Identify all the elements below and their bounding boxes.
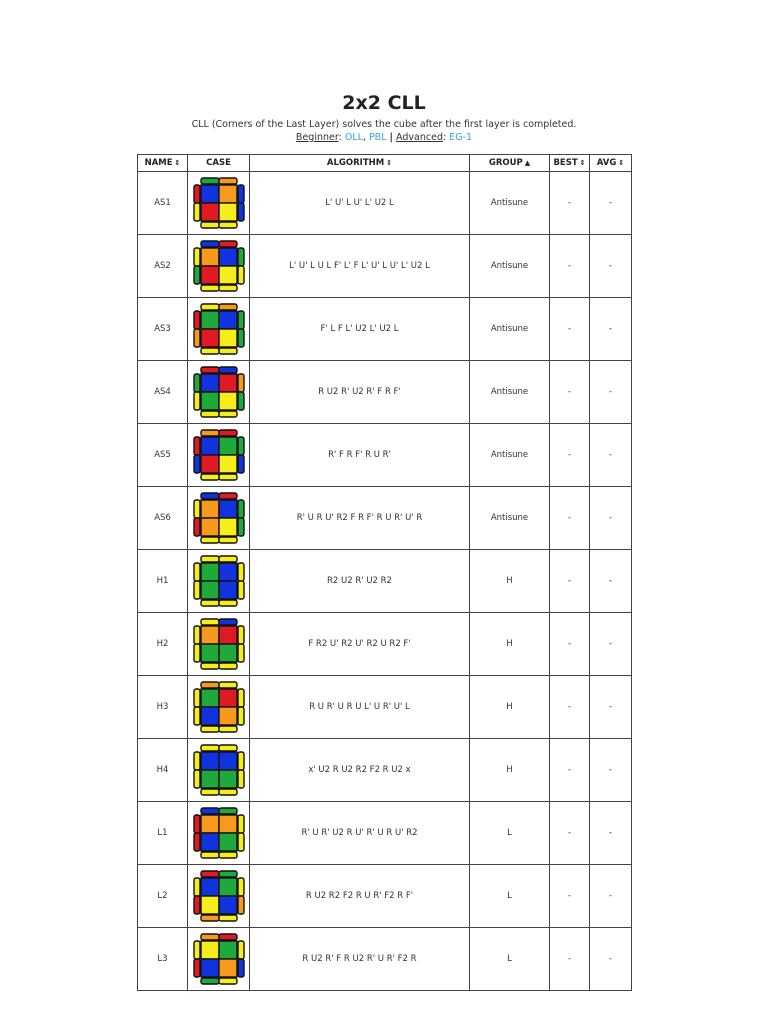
avg-time: - <box>590 865 632 928</box>
avg-time: - <box>590 298 632 361</box>
side-sticker <box>194 266 200 284</box>
side-sticker <box>194 707 200 725</box>
table-row <box>138 298 632 361</box>
sort-icon: ⇕ <box>618 159 625 167</box>
side-sticker <box>219 915 237 921</box>
side-sticker <box>201 789 219 795</box>
side-sticker <box>238 266 244 284</box>
table-row <box>138 172 632 235</box>
column-header-best[interactable]: BEST ⇕ <box>550 155 590 172</box>
page-subtitle: CLL (Corners of the Last Layer) solves the cube after the first layer is completed. <box>191 119 577 130</box>
side-sticker <box>238 896 244 914</box>
group: L <box>470 865 550 928</box>
top-sticker <box>201 689 219 707</box>
side-sticker <box>238 563 244 581</box>
side-sticker <box>219 348 237 354</box>
group: Antisune <box>470 424 550 487</box>
side-sticker <box>219 789 237 795</box>
side-sticker <box>194 815 200 833</box>
top-sticker <box>201 185 219 203</box>
side-sticker <box>238 437 244 455</box>
column-header-group[interactable]: GROUP ▲ <box>470 155 550 172</box>
side-sticker <box>194 500 200 518</box>
top-sticker <box>201 833 219 851</box>
algorithm: L' U' L U L F' L' F L' U' L U' L' U2 L <box>250 235 470 298</box>
best-time: - <box>550 865 590 928</box>
side-sticker <box>219 619 237 625</box>
group: L <box>470 928 550 991</box>
case-name: H1 <box>138 550 188 613</box>
best-time: - <box>550 361 590 424</box>
top-sticker <box>219 689 237 707</box>
table-header-row <box>138 155 632 172</box>
side-sticker <box>219 556 237 562</box>
case-diagram <box>188 928 250 991</box>
cube-diagram-icon <box>191 427 247 483</box>
cube-diagram-icon <box>191 868 247 924</box>
side-sticker <box>194 203 200 221</box>
case-diagram <box>188 676 250 739</box>
side-sticker <box>219 430 237 436</box>
top-sticker <box>219 959 237 977</box>
side-sticker <box>194 581 200 599</box>
best-time: - <box>550 739 590 802</box>
side-sticker <box>219 474 237 480</box>
cube-diagram-icon <box>191 805 247 861</box>
table-row <box>138 424 632 487</box>
group: Antisune <box>470 487 550 550</box>
top-sticker <box>201 248 219 266</box>
avg-time: - <box>590 361 632 424</box>
side-sticker <box>194 392 200 410</box>
avg-time: - <box>590 739 632 802</box>
side-sticker <box>201 285 219 291</box>
side-sticker <box>238 392 244 410</box>
column-header-name[interactable]: NAME ⇕ <box>138 155 188 172</box>
side-sticker <box>238 455 244 473</box>
related-links: Beginner: OLL, PBL | Advanced: EG-1 <box>295 132 473 143</box>
side-sticker <box>219 304 237 310</box>
side-sticker <box>201 241 219 247</box>
link-pbl[interactable]: PBL <box>368 132 387 143</box>
algorithm: x' U2 R U2 R2 F2 R U2 x <box>250 739 470 802</box>
link-oll[interactable]: OLL <box>344 132 363 143</box>
cube-diagram-icon <box>191 742 247 798</box>
avg-time: - <box>590 676 632 739</box>
top-sticker <box>219 581 237 599</box>
side-sticker <box>238 248 244 266</box>
side-sticker <box>219 871 237 877</box>
top-sticker <box>201 392 219 410</box>
top-sticker <box>219 896 237 914</box>
table-row <box>138 928 632 991</box>
cube-diagram-icon <box>191 616 247 672</box>
side-sticker <box>201 682 219 688</box>
top-sticker <box>201 626 219 644</box>
side-sticker <box>238 941 244 959</box>
side-sticker <box>194 626 200 644</box>
side-sticker <box>238 626 244 644</box>
top-sticker <box>219 833 237 851</box>
top-sticker <box>201 455 219 473</box>
side-sticker <box>238 500 244 518</box>
top-sticker <box>219 329 237 347</box>
top-sticker <box>201 707 219 725</box>
side-sticker <box>201 537 219 543</box>
side-sticker <box>219 726 237 732</box>
algorithm: F' L F L' U2 L' U2 L <box>250 298 470 361</box>
avg-time: - <box>590 487 632 550</box>
cube-diagram-icon <box>191 553 247 609</box>
case-diagram <box>188 739 250 802</box>
table-row <box>138 739 632 802</box>
side-sticker <box>238 689 244 707</box>
side-sticker <box>201 222 219 228</box>
best-time: - <box>550 487 590 550</box>
case-diagram <box>188 235 250 298</box>
algorithm: R U2 R' F R U2 R' U R' F2 R <box>250 928 470 991</box>
best-time: - <box>550 298 590 361</box>
avg-time: - <box>590 550 632 613</box>
best-time: - <box>550 172 590 235</box>
side-sticker <box>238 374 244 392</box>
top-sticker <box>201 581 219 599</box>
best-time: - <box>550 550 590 613</box>
side-sticker <box>219 178 237 184</box>
avg-time: - <box>590 928 632 991</box>
best-time: - <box>550 613 590 676</box>
side-sticker <box>238 752 244 770</box>
side-sticker <box>238 959 244 977</box>
side-sticker <box>238 644 244 662</box>
side-sticker <box>201 600 219 606</box>
case-diagram <box>188 613 250 676</box>
column-header-algorithm[interactable]: ALGORITHM ⇕ <box>250 155 470 172</box>
side-sticker <box>201 726 219 732</box>
side-sticker <box>194 959 200 977</box>
side-sticker <box>238 707 244 725</box>
group: Antisune <box>470 235 550 298</box>
side-sticker <box>238 518 244 536</box>
side-sticker <box>219 222 237 228</box>
side-sticker <box>219 682 237 688</box>
top-sticker <box>201 941 219 959</box>
top-sticker <box>219 437 237 455</box>
algorithm: R U2 R' U2 R' F R F' <box>250 361 470 424</box>
side-sticker <box>194 770 200 788</box>
side-sticker <box>219 367 237 373</box>
case-name: L2 <box>138 865 188 928</box>
side-sticker <box>201 871 219 877</box>
side-sticker <box>201 304 219 310</box>
case-name: AS1 <box>138 172 188 235</box>
top-sticker <box>201 563 219 581</box>
table-row <box>138 361 632 424</box>
side-sticker <box>219 978 237 984</box>
side-sticker <box>201 474 219 480</box>
side-sticker <box>194 878 200 896</box>
best-time: - <box>550 802 590 865</box>
case-name: H4 <box>138 739 188 802</box>
side-sticker <box>219 663 237 669</box>
side-sticker <box>219 745 237 751</box>
sort-asc-icon: ▲ <box>524 159 531 167</box>
avg-time: - <box>590 802 632 865</box>
side-sticker <box>201 367 219 373</box>
side-sticker <box>201 556 219 562</box>
top-sticker <box>201 437 219 455</box>
side-sticker <box>194 248 200 266</box>
top-sticker <box>219 311 237 329</box>
side-sticker <box>238 311 244 329</box>
side-sticker <box>238 185 244 203</box>
side-sticker <box>219 537 237 543</box>
top-sticker <box>201 959 219 977</box>
group: H <box>470 550 550 613</box>
side-sticker <box>201 915 219 921</box>
case-name: L3 <box>138 928 188 991</box>
algorithm: R' U R U' R2 F R F' R U R' U' R <box>250 487 470 550</box>
group: H <box>470 676 550 739</box>
avg-time: - <box>590 172 632 235</box>
best-time: - <box>550 235 590 298</box>
side-sticker <box>219 493 237 499</box>
side-sticker <box>219 600 237 606</box>
side-sticker <box>194 644 200 662</box>
case-diagram <box>188 487 250 550</box>
side-sticker <box>201 663 219 669</box>
case-name: AS5 <box>138 424 188 487</box>
sort-icon: ⇕ <box>579 159 586 167</box>
group: Antisune <box>470 361 550 424</box>
case-diagram <box>188 802 250 865</box>
top-sticker <box>201 374 219 392</box>
beginner-label: Beginner <box>295 132 339 143</box>
best-time: - <box>550 424 590 487</box>
case-diagram <box>188 550 250 613</box>
top-sticker <box>219 644 237 662</box>
algorithm: F R2 U' R2 U' R2 U R2 F' <box>250 613 470 676</box>
top-sticker <box>219 518 237 536</box>
side-sticker <box>219 934 237 940</box>
group: L <box>470 802 550 865</box>
table-row <box>138 235 632 298</box>
algorithm: R' F R F' R U R' <box>250 424 470 487</box>
top-sticker <box>201 752 219 770</box>
side-sticker <box>201 808 219 814</box>
top-sticker <box>219 878 237 896</box>
best-time: - <box>550 928 590 991</box>
side-sticker <box>201 430 219 436</box>
top-sticker <box>219 185 237 203</box>
column-header-avg[interactable]: AVG ⇕ <box>590 155 632 172</box>
side-sticker <box>194 563 200 581</box>
top-sticker <box>219 752 237 770</box>
table-row <box>138 802 632 865</box>
side-sticker <box>238 770 244 788</box>
cube-diagram-icon <box>191 175 247 231</box>
top-sticker <box>219 392 237 410</box>
group: H <box>470 613 550 676</box>
cube-diagram-icon <box>191 238 247 294</box>
cube-diagram-icon <box>191 301 247 357</box>
side-sticker <box>194 311 200 329</box>
algorithm: R' U R' U2 R U' R' U R U' R2 <box>250 802 470 865</box>
case-name: H2 <box>138 613 188 676</box>
side-sticker <box>194 518 200 536</box>
table-row <box>138 676 632 739</box>
case-diagram <box>188 424 250 487</box>
top-sticker <box>219 374 237 392</box>
case-name: AS4 <box>138 361 188 424</box>
side-sticker <box>201 493 219 499</box>
top-sticker <box>219 626 237 644</box>
side-sticker <box>194 941 200 959</box>
best-time: - <box>550 676 590 739</box>
top-sticker <box>201 815 219 833</box>
cube-diagram-icon <box>191 364 247 420</box>
page-title: 2x2 CLL <box>342 92 426 114</box>
top-sticker <box>201 329 219 347</box>
advanced-label: Advanced <box>396 132 443 143</box>
side-sticker <box>194 896 200 914</box>
side-sticker <box>219 808 237 814</box>
side-sticker <box>194 437 200 455</box>
top-sticker <box>201 878 219 896</box>
side-sticker <box>194 185 200 203</box>
side-sticker <box>238 203 244 221</box>
top-sticker <box>219 770 237 788</box>
avg-time: - <box>590 613 632 676</box>
side-sticker <box>201 178 219 184</box>
case-name: H3 <box>138 676 188 739</box>
top-sticker <box>219 248 237 266</box>
algorithm: R2 U2 R' U2 R2 <box>250 550 470 613</box>
algorithm: R U R' U R U L' U R' U' L <box>250 676 470 739</box>
avg-time: - <box>590 235 632 298</box>
cube-diagram-icon <box>191 931 247 987</box>
side-sticker <box>238 815 244 833</box>
side-sticker <box>194 752 200 770</box>
table-row <box>138 865 632 928</box>
side-sticker <box>238 833 244 851</box>
algorithm: R U2 R2 F2 R U R' F2 R F' <box>250 865 470 928</box>
case-diagram <box>188 298 250 361</box>
top-sticker <box>201 896 219 914</box>
side-sticker <box>194 689 200 707</box>
top-sticker <box>219 266 237 284</box>
cube-diagram-icon <box>191 490 247 546</box>
top-sticker <box>201 770 219 788</box>
group: H <box>470 739 550 802</box>
sort-icon: ⇕ <box>174 159 181 167</box>
side-sticker <box>238 878 244 896</box>
side-sticker <box>201 745 219 751</box>
side-sticker <box>238 581 244 599</box>
side-sticker <box>201 934 219 940</box>
top-sticker <box>219 941 237 959</box>
case-name: AS3 <box>138 298 188 361</box>
algorithm: L' U' L U' L' U2 L <box>250 172 470 235</box>
side-sticker <box>219 241 237 247</box>
case-diagram <box>188 865 250 928</box>
avg-time: - <box>590 424 632 487</box>
table-row <box>138 550 632 613</box>
top-sticker <box>201 266 219 284</box>
cube-diagram-icon <box>191 679 247 735</box>
link-separator: | <box>389 132 394 143</box>
top-sticker <box>219 707 237 725</box>
side-sticker <box>194 374 200 392</box>
case-name: L1 <box>138 802 188 865</box>
top-sticker <box>201 644 219 662</box>
top-sticker <box>201 518 219 536</box>
case-name: AS6 <box>138 487 188 550</box>
side-sticker <box>201 619 219 625</box>
top-sticker <box>219 563 237 581</box>
top-sticker <box>201 203 219 221</box>
side-sticker <box>201 978 219 984</box>
top-sticker <box>201 500 219 518</box>
side-sticker <box>238 329 244 347</box>
group: Antisune <box>470 298 550 361</box>
side-sticker <box>194 455 200 473</box>
top-sticker <box>219 203 237 221</box>
side-sticker <box>219 852 237 858</box>
sort-icon: ⇕ <box>386 159 393 167</box>
top-sticker <box>219 500 237 518</box>
case-diagram <box>188 361 250 424</box>
table-row <box>138 487 632 550</box>
top-sticker <box>201 311 219 329</box>
case-diagram <box>188 172 250 235</box>
column-header-case: CASE <box>188 155 250 172</box>
cll-table <box>137 154 632 991</box>
table-row <box>138 613 632 676</box>
link-eg1[interactable]: EG-1 <box>449 132 473 143</box>
side-sticker <box>219 285 237 291</box>
group: Antisune <box>470 172 550 235</box>
side-sticker <box>201 852 219 858</box>
side-sticker <box>201 348 219 354</box>
side-sticker <box>194 329 200 347</box>
side-sticker <box>219 411 237 417</box>
side-sticker <box>194 833 200 851</box>
case-name: AS2 <box>138 235 188 298</box>
top-sticker <box>219 455 237 473</box>
top-sticker <box>219 815 237 833</box>
side-sticker <box>201 411 219 417</box>
